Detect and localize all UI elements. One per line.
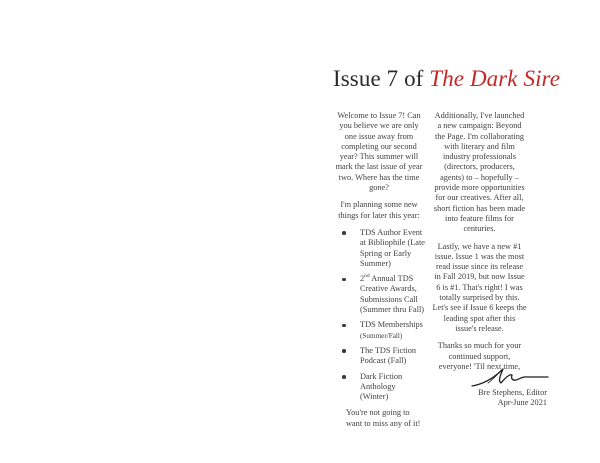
signature-block bbox=[455, 388, 547, 409]
event-ordinal: 2 bbox=[360, 274, 365, 284]
title-prefix: Issue 7 of bbox=[333, 66, 424, 91]
closing-paragraph: You're not going to want to miss any of it! bbox=[346, 408, 421, 428]
event-item-author-event bbox=[333, 228, 425, 269]
event-text: Dark Fiction Anthology (Winter) bbox=[360, 371, 403, 402]
event-text: TDS Memberships bbox=[360, 320, 423, 330]
event-item-anthology bbox=[333, 372, 425, 403]
planning-paragraph: I'm planning some new things for later this year: bbox=[338, 200, 420, 220]
editor-name: Bre Stephens, Editor bbox=[478, 388, 547, 397]
event-text: TDS Author Event at Bibliophile (Late Spring or Early Summer) bbox=[360, 227, 425, 268]
event-note: (Summer/Fall) bbox=[360, 331, 403, 340]
event-item-memberships bbox=[333, 320, 425, 341]
left-column bbox=[333, 111, 425, 436]
thanks-paragraph: Thanks so much for your continued support, everyone! 'Til next time, bbox=[437, 341, 522, 371]
right-column bbox=[432, 111, 527, 379]
campaign-paragraph: Additionally, I've launched a new campaign: Beyond the Page. I'm collaborating with literary and film industry professionals (directors, producers, agents) to – hopefully – provide more opportunities for our creatives. After all, short fiction has been made into feature films for centuries. bbox=[433, 111, 526, 234]
top-issue-paragraph: Lastly, we have a new #1 issue. Issue 1 was the most read issue since its release in Fall 2019, but now Issue 6 is #1. That's right! I was totally surprised by this. Let's see if Issue 6 keeps the leading spot after this issue's release. bbox=[432, 241, 527, 333]
event-text: The TDS Fiction Podcast (Fall) bbox=[360, 345, 417, 366]
event-item-podcast bbox=[333, 346, 425, 367]
event-ordinal-suffix: nd bbox=[364, 273, 370, 280]
issue-date: Apr-June 2021 bbox=[497, 398, 547, 408]
signature-mark bbox=[470, 366, 550, 388]
event-item-creative-awards bbox=[333, 274, 425, 315]
page-title bbox=[333, 66, 560, 92]
intro-paragraph: Welcome to Issue 7! Can you believe we are only one issue away from completing our second year? This summer will mark the last issue of year two. Where has the time gone? bbox=[335, 111, 423, 193]
event-list bbox=[333, 228, 425, 402]
event-text: Annual TDS Creative Awards, Submissions Call (Summer thru Fall) bbox=[360, 274, 425, 315]
magazine-name: The Dark Sire bbox=[429, 66, 561, 91]
